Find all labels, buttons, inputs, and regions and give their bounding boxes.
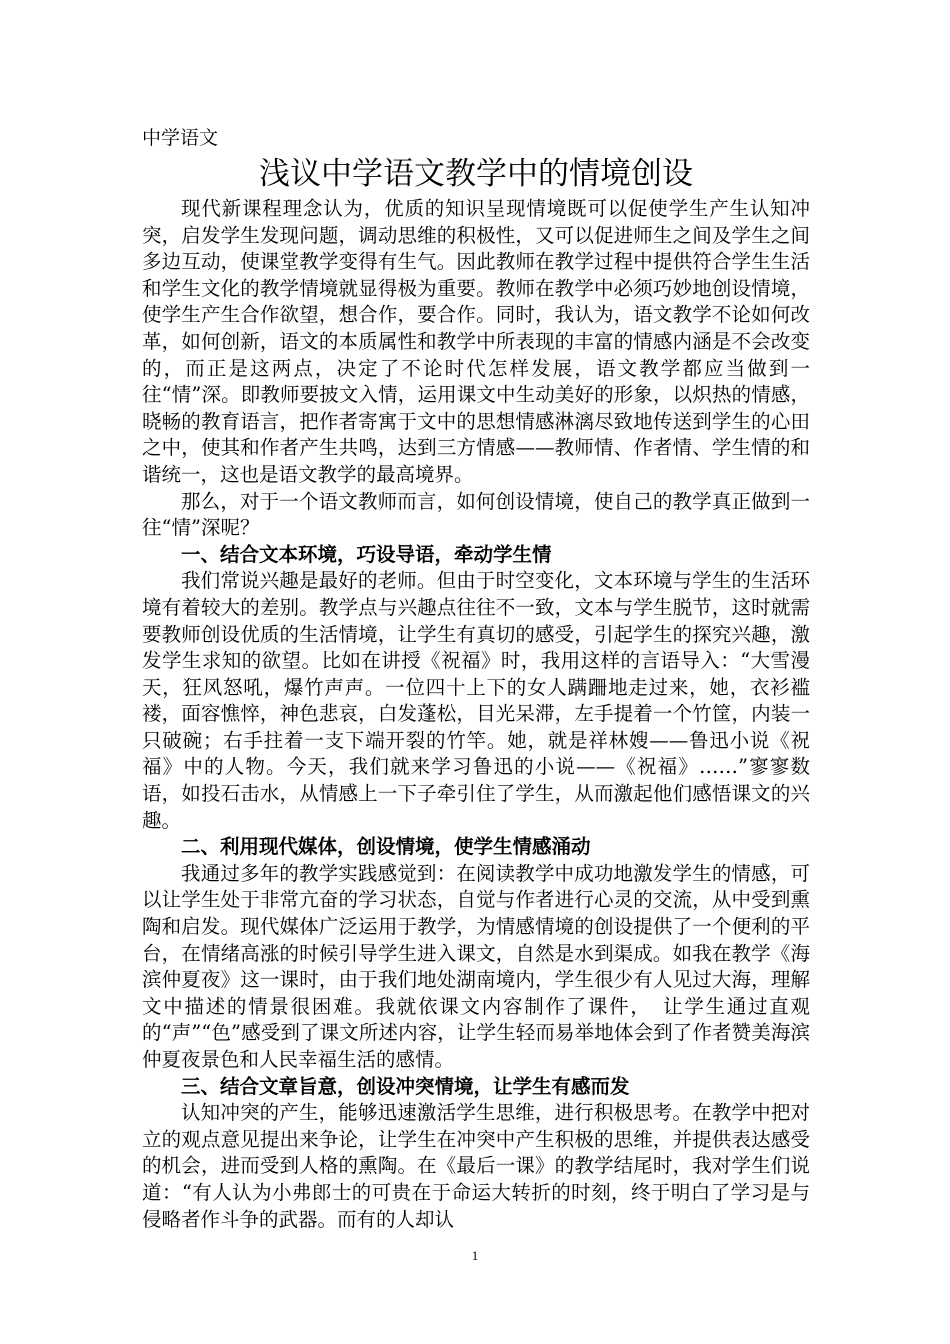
- section-heading: 三、结合文章旨意，创设冲突情境，让学生有感而发: [181, 1074, 630, 1098]
- document-body: [142, 124, 810, 1233]
- paragraph: 我们常说兴趣是最好的老师。但由于时空变化，文本环境与学生的生活环境有着较大的差别。教学点与兴趣点往往不一致，文本与学生脱节，这时就需要教师创设优质的生活情境，让学生有真切的感受，引起学生的探究兴趣，激发学生求知的欲望。比如在讲授《祝福》时，我用这样的言语导入：“大雪漫天，狂风怒吼，爆竹声声。一位四十上下的女人蹒跚地走过来，她，衣衫褴褛，面容憔悴，神色悲哀，白发蓬松，目光呆滞，左手提着一个竹筐，内装一只破碗；右手拄着一支下端开裂的竹竿。她，就是祥林嫂——鲁迅小说《祝福》中的人物。今天，我们就来学习鲁迅的小说——《祝福》……”寥寥数语，如投石击水，从情感上一下子牵引住了学生，从而激起他们感悟课文的兴趣。: [142, 569, 810, 832]
- paragraph: 我通过多年的教学实践感觉到：在阅读教学中成功地激发学生的情感，可以让学生处于非常亢奋的学习状态，自觉与作者进行心灵的交流，从中受到熏陶和启发。现代媒体广泛运用于教学，为情感情境的创设提供了一个便利的平台，在情绪高涨的时候引导学生进入课文，自然是水到渠成。如我在教学《海滨仲夏夜》这一课时，由于我们地处湖南境内，学生很少有人见过大海，理解文中描述的情景很困难。我就依课文内容制作了课件， 让学生通过直观的“声”“色”感受到了课文所述内容，让学生轻而易举地体会到了作者赞美海滨仲夏夜景色和人民幸福生活的感情。: [142, 861, 810, 1071]
- paragraph: 那么，对于一个语文教师而言，如何创设情境，使自己的教学真正做到一往“情”深呢？: [142, 489, 810, 540]
- paragraph: 现代新课程理念认为，优质的知识呈现情境既可以促使学生产生认知冲突，启发学生发现问题，调动思维的积极性，又可以促进师生之间及学生之间多边互动，使课堂教学变得有生气。因此教师在教学过程中提供符合学生生活和学生文化的教学情境就显得极为重要。教师在教学中必须巧妙地创设情境，使学生产生合作欲望，想合作，要合作。同时，我认为，语文教学不论如何改革，如何创新，语文的本质属性和教学中所表现的丰富的情感内涵是不会改变的，而正是这两点，决定了不论时代怎样发展，语文教学都应当做到一往“情”深。即教师要披文入情，运用课文中生动美好的形象，以炽热的情感，晓畅的教育语言，把作者寄寓于文中的思想情感淋漓尽致地传送到学生的心田之中，使其和作者产生共鸣，达到三方情感——教师情、作者情、学生情的和谐统一，这也是语文教学的最高境界。: [142, 197, 810, 486]
- page-number: 1: [471, 1248, 479, 1263]
- category-label: 中学语文: [142, 127, 219, 149]
- section-heading: 一、结合文本环境，巧设导语，牵动学生情: [181, 542, 552, 566]
- article-text: [142, 196, 810, 1233]
- paragraph: 认知冲突的产生，能够迅速激活学生思维，进行积极思考。在教学中把对立的观点意见提出来争论，让学生在冲突中产生积极的思维，并提供表达感受的机会，进而受到人格的熏陶。在《最后一课》的教学结尾时，我对学生们说道：“有人认为小弗郎士的可贵在于命运大转折的时刻，终于明白了学习是与侵略者作斗争的武器。而有的人却认: [142, 1101, 810, 1231]
- article-title: 浅议中学语文教学中的情境创设: [259, 156, 693, 192]
- section-heading: 二、利用现代媒体，创设情境，使学生情感涌动: [181, 835, 591, 859]
